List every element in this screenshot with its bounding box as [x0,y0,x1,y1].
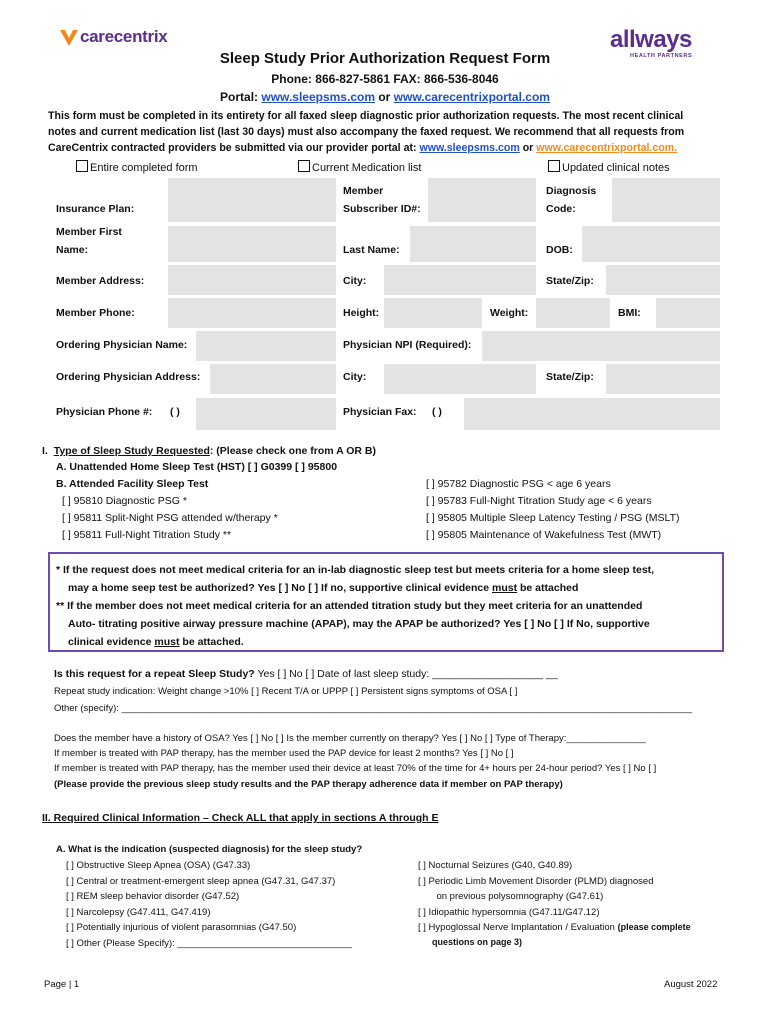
notice-line-3: ** If the member does not meet medical criteria for an attended titration study but they meet criteria for an unattended [56,600,643,612]
member-first-name-field[interactable] [168,226,336,262]
intro-line-1: This form must be completed in its entirety for all faxed sleep diagnostic prior authorization requests. The most recent clinical [48,110,684,122]
intro-line-3-text: CareCentrix contracted providers be submitted via our provider portal at: [48,142,420,154]
city2-field[interactable] [384,364,536,394]
section2-left-item[interactable]: [ ] REM sleep behavior disorder (G47.52) [66,891,240,902]
section1-right-item[interactable]: [ ] 95783 Full-Night Titration Study age < 6 years [426,495,652,507]
section2-left-item[interactable]: [ ] Potentially injurious of violent parasomnias (G47.50) [66,922,297,933]
city-field[interactable] [384,265,536,295]
check-label: Current Medication list [312,162,422,174]
notice-line-2-end: be attached [517,582,579,594]
check-entire-form[interactable] [76,160,198,174]
repeat-question-rest: Yes [ ] No [ ] Date of last sleep study: ___________________ __ [254,668,558,680]
section1-left-item[interactable]: [ ] 95810 Diagnostic PSG * [62,495,187,507]
section1-b: B. Attended Facility Sleep Test [56,478,209,490]
label-physician-npi: Physician NPI (Required): [343,339,472,351]
section1-left-item[interactable]: [ ] 95811 Full-Night Titration Study ** [62,529,232,541]
label-state-zip: State/Zip: [546,275,594,287]
section1-right-item[interactable]: [ ] 95805 Multiple Sleep Latency Testing / PSG (MSLT) [426,512,680,524]
bmi-field[interactable] [656,298,720,328]
label-physician-phone: Physician Phone #: [56,406,153,418]
section1-right-item[interactable]: [ ] 95782 Diagnostic PSG < age 6 years [426,478,611,490]
label-weight: Weight: [490,307,529,319]
label-last-name: Last Name: [343,244,400,256]
label-city: City: [343,275,367,287]
allways-logo-text: allways [610,26,692,53]
physician-fax-paren: ( ) [432,406,442,418]
notice-line-2 [68,582,578,594]
hypoglossal-note-2: questions on page 3) [432,937,523,947]
intro-link-sleepsms[interactable]: www.sleepsms.com [419,142,520,154]
check-label: Entire completed form [90,162,198,174]
section1-suffix: : (Please check one from A OR B) [209,445,376,457]
section1-right-item[interactable]: [ ] 95805 Maintenance of Wakefulness Test (MWT) [426,529,662,541]
checkbox[interactable] [548,160,560,172]
label-height: Height: [343,307,380,319]
weight-field[interactable] [536,298,610,328]
diagnosis-code-field[interactable] [612,178,720,222]
dob-field[interactable] [582,226,720,262]
repeat-question-bold: Is this request for a repeat Sleep Study? [54,668,255,680]
portal-link-carecentrix[interactable]: www.carecentrixportal.com [393,90,550,104]
physician-fax-field[interactable] [464,398,720,430]
last-name-field[interactable] [410,226,536,262]
notice-line-5-end: be attached. [179,636,244,648]
label-member-address: Member Address: [56,275,145,287]
page-number: Page | 1 [44,979,80,990]
section2-right-item[interactable]: [ ] Idiopathic hypersomnia (G47.11/G47.12) [418,907,600,918]
label-city2: City: [343,371,367,383]
label-diagnosis: Diagnosis [546,185,597,197]
osa-history: Does the member have a history of OSA? Yes [ ] No [ ] Is the member currently on therapy? Yes [ ] No [ ] Type of Therapy:_______________ [54,733,646,744]
height-field[interactable] [384,298,482,328]
intro-line-2: notes and current medication list (last 30 days) must also accompany the faxed request. We recommend that all requests from [48,126,685,138]
intro-line-3 [48,142,677,154]
section2-left-item[interactable]: [ ] Narcolepsy (G47.411, G47.419) [66,907,211,918]
section2-left-item[interactable]: [ ] Central or treatment-emergent sleep apnea (G47.31, G47.37) [66,876,336,887]
section2-right-item[interactable]: [ ] Periodic Limb Movement Disorder (PLMD) diagnosed [418,876,654,887]
intro-link-carecentrix[interactable]: www.carecentrixportal.com. [536,142,678,154]
state-zip-field[interactable] [606,265,720,295]
hypoglossal-label: [ ] Hypoglossal Nerve Implantation / Evaluation [418,922,618,933]
notice-line-4: Auto- titrating positive airway pressure machine (APAP), may the APAP be authorized? Yes [ ] No [ ] If No, supportive [68,618,650,630]
portal-prefix: Portal: [220,90,262,104]
carecentrix-logo [58,24,178,50]
label-dob: DOB: [546,244,573,256]
check-clinical-notes[interactable] [548,160,670,174]
section1-left-item[interactable]: [ ] 95811 Split-Night PSG attended w/therapy * [62,512,278,524]
ordering-physician-address-field[interactable] [210,364,336,394]
pap-question-1: If member is treated with PAP therapy, has the member used the PAP device for least 2 months? Yes [ ] No [ ] [54,748,514,759]
check-label: Updated clinical notes [562,162,670,174]
notice-line-1: * If the request does not meet medical criteria for an in-lab diagnostic sleep test but meets criteria for a home sleep test, [56,564,655,576]
physician-phone-field[interactable] [196,398,336,430]
section1-a: A. Unattended Home Sleep Test (HST) [ ] G0399 [ ] 95800 [56,461,338,473]
section2-right-item-hypoglossal[interactable] [418,922,691,933]
allways-logo-subtext: HEALTH PARTNERS [630,53,693,59]
section1-title: Type of Sleep Study Requested [53,445,210,457]
label-member-first: Member First [56,226,122,238]
notice-line-2-text: may a home seep test be authorized? Yes [ ] No [ ] If no, supportive clinical evidence [68,582,492,594]
ordering-physician-name-field[interactable] [196,331,336,361]
form-title: Sleep Study Prior Authorization Request Form [219,50,551,67]
portal-link-sleepsms[interactable]: www.sleepsms.com [261,90,375,104]
repeat-question [54,668,558,680]
label-name: Name: [56,244,89,256]
check-medication-list[interactable] [298,160,421,174]
repeat-indication: Repeat study indication: Weight change >10% [ ] Recent T/A or UPPP [ ] Persistent signs symptoms of OSA [ ] [54,686,518,697]
label-member: Member [343,185,384,197]
label-code: Code: [546,203,576,215]
label-bmi: BMI: [618,307,641,319]
section2-right-item: on previous polysomnography (G47.61) [418,891,604,902]
notice-line-5 [68,636,244,648]
label-ordering-physician-address: Ordering Physician Address: [56,371,201,383]
label-member-phone: Member Phone: [56,307,135,319]
repeat-other: Other (specify): ____________________________________________________________________________________________________________ [54,703,693,714]
pap-question-2: If member is treated with PAP therapy, has the member used their device at least 70% of the time for 4+ hours per 24-hour period? Yes [ ] No [ ] [54,763,657,774]
notice-must: must [492,582,518,594]
notice-line-5-text: clinical evidence [68,636,155,648]
insurance-plan-field[interactable] [168,178,336,222]
member-phone-field[interactable] [168,298,336,328]
notice-must: must [154,636,180,648]
form-date: August 2022 [664,979,718,990]
carecentrix-logo-text: carecentrix [80,27,168,46]
checkbox[interactable] [298,160,310,172]
phone-fax: Phone: 866-827-5861 FAX: 866-536-8046 [271,72,499,86]
state-zip2-field[interactable] [606,364,720,394]
intro-or: or [519,142,537,154]
label-state-zip2: State/Zip: [546,371,594,383]
section1-num: I. [42,445,48,457]
section2-right-item[interactable]: [ ] Nocturnal Seizures (G40, G40.89) [418,860,573,871]
hypoglossal-note: (please complete [617,922,691,932]
subscriber-id-field[interactable] [428,178,536,222]
label-physician-fax: Physician Fax: [343,406,417,418]
label-subscriber-id: Subscriber ID#: [343,203,421,215]
section2-heading: II. Required Clinical Information – Check ALL that apply in sections A through E [42,812,439,824]
provide-note: (Please provide the previous sleep study results and the PAP therapy adherence data if member on PAP therapy) [54,779,563,790]
section1-heading [42,445,376,457]
physician-phone-paren: ( ) [170,406,180,418]
portal-or: or [375,90,394,104]
label-ordering-physician-name: Ordering Physician Name: [56,339,188,351]
label-insurance-plan: Insurance Plan: [56,203,135,215]
section2-left-item[interactable]: [ ] Obstructive Sleep Apnea (OSA) (G47.33) [66,860,251,871]
portal-line [0,90,770,104]
section2-left-item[interactable]: [ ] Other (Please Specify): _________________________________ [66,938,352,949]
physician-npi-field[interactable] [482,331,720,361]
member-address-field[interactable] [168,265,336,295]
carecentrix-mark-icon [58,26,80,48]
section2-a-question: A. What is the indication (suspected diagnosis) for the sleep study? [56,844,363,855]
checkbox[interactable] [76,160,88,172]
